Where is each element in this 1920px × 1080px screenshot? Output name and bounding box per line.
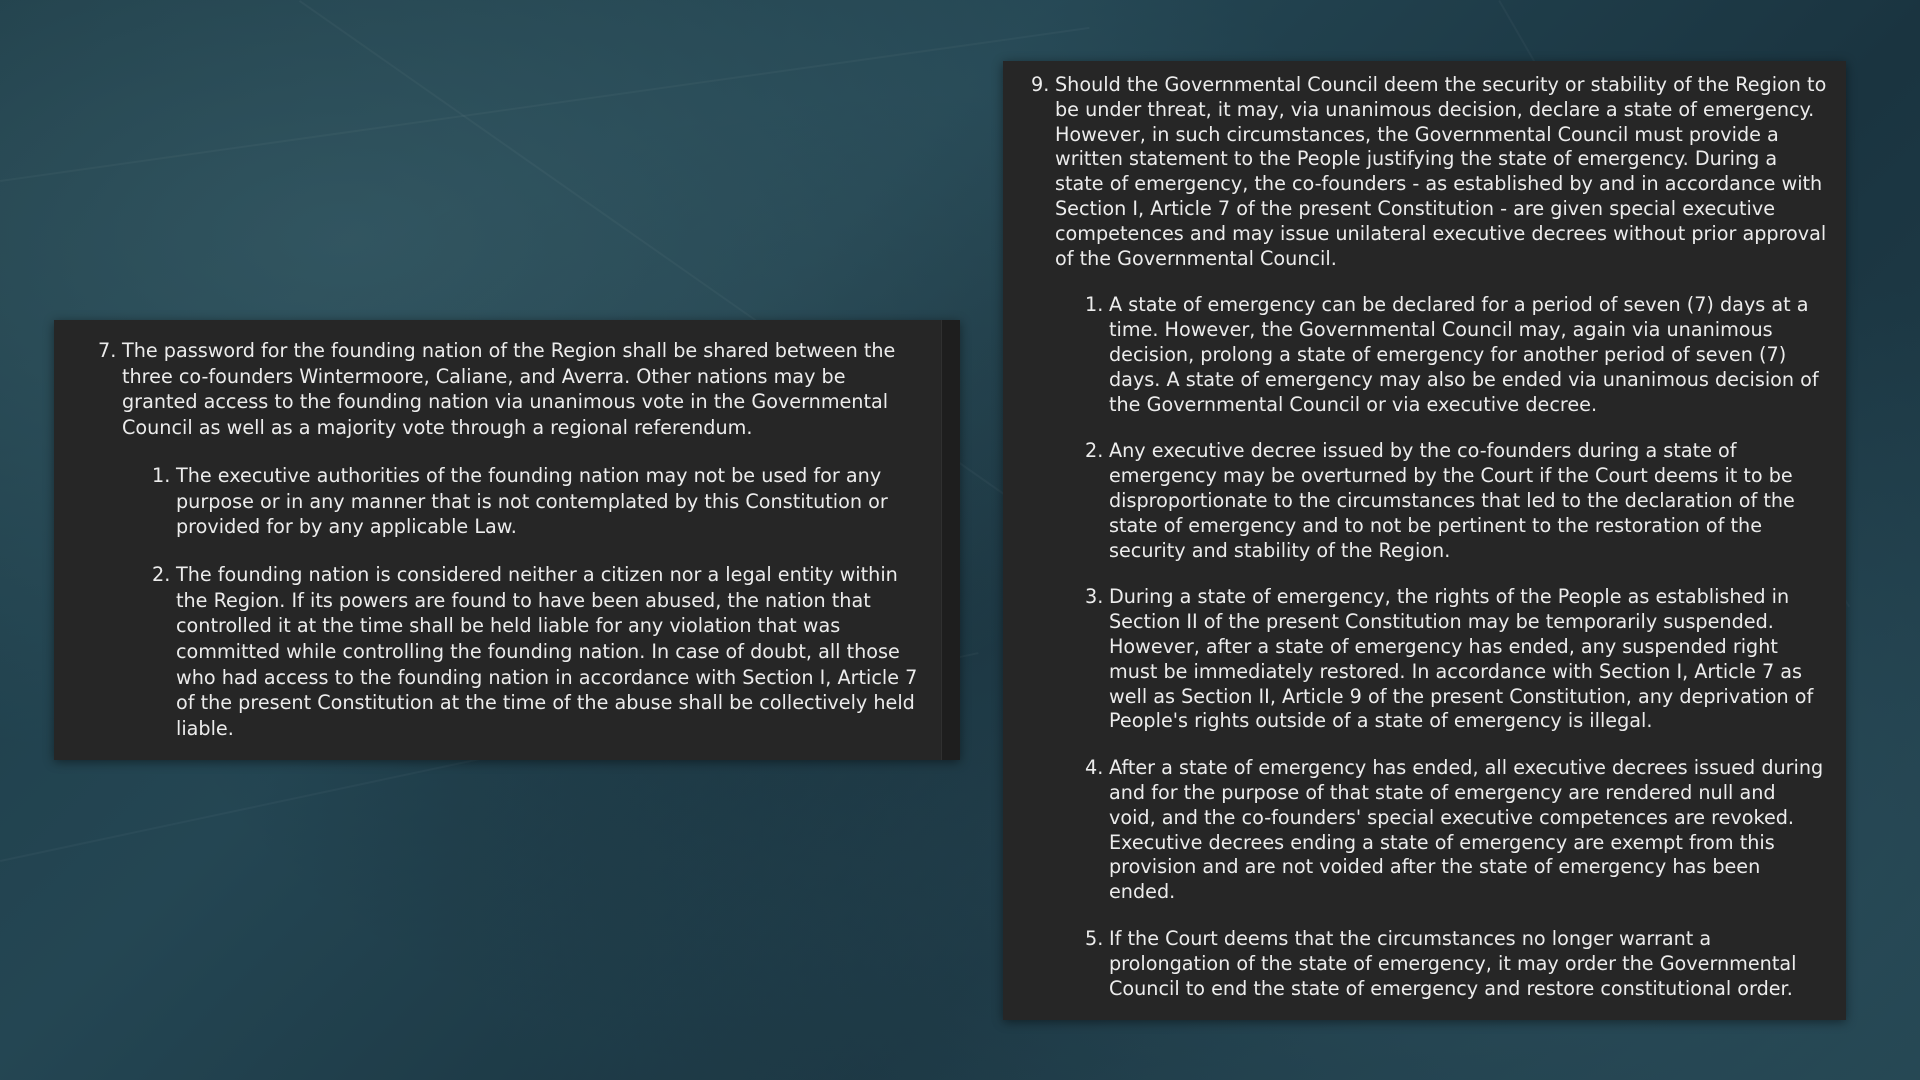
subitem-number: 2. <box>152 562 171 586</box>
subitem-text: The founding nation is considered neither a citizen nor a legal entity within the Region. If its powers are found to have been abused, the nation that controlled it at the time shall be held liable for any violation that was committed while controlling the founding nation. In case of doubt, all those who had access to the founding nation in accordance with Section I, Article 7 of the present Constitution at the time of the abuse shall be collectively held liable. <box>176 562 918 741</box>
article-9-subitem-5 <box>1085 927 1828 1001</box>
subitem-text: If the Court deems that the circumstances no longer warrant a prolongation of the state of emergency, it may order the Governmental Council to end the state of emergency and restore constitutional order. <box>1109 926 1797 1000</box>
article-9-subitem-3 <box>1085 585 1828 734</box>
article-text: Should the Governmental Council deem the security or stability of the Region to be under threat, it may, via unanimous decision, declare a state of emergency. However, in such circumstances, the Governmental Council must provide a written statement to the People justifying the state of emergency. During a state of emergency, the co-founders - as established by and in accordance with Section I, Article 7 of the present Constitution - are given special executive competences and may issue unilateral executive decrees without prior approval of the Governmental Council. <box>1055 73 1827 270</box>
article-9-subitem-4 <box>1085 756 1828 905</box>
article-9-subitem-2 <box>1085 439 1828 563</box>
subitem-text: Any executive decree issued by the co-founders during a state of emergency may be overturned by the Court if the Court deems it to be disproportionate to the circumstances that led to the declaration of the state of emergency and to not be pertinent to the restoration of the security and stability of the Region. <box>1109 439 1795 562</box>
subitem-number: 3. <box>1085 585 1104 609</box>
article-9-panel <box>1003 61 1846 1020</box>
subitem-number: 1. <box>1085 293 1104 317</box>
subitem-text: The executive authorities of the founding nation may not be used for any purpose or in any manner that is not contemplated by this Constitution or provided for by any applicable Law. <box>176 463 888 539</box>
subitem-number: 2. <box>1085 439 1104 463</box>
panel-edge-strip <box>941 320 960 760</box>
article-text: The password for the founding nation of the Region shall be shared between the three co-founders Wintermoore, Caliane, and Averra. Other nations may be granted access to the founding nation via unanimous vote in the Governmental Council as well as a majority vote through a regional referendum. <box>122 339 896 440</box>
article-7 <box>98 338 920 441</box>
background-crease <box>0 27 1090 182</box>
subitem-text: A state of emergency can be declared for a period of seven (7) days at a time. However, the Governmental Council may, again via unanimous decision, prolong a state of emergency for another period of seven (7) days. A state of emergency may also be ended via unanimous decision of the Governmental Council or via executive decree. <box>1109 293 1819 416</box>
article-7-panel <box>54 320 960 760</box>
subitem-number: 5. <box>1085 926 1104 950</box>
article-7-subitem-2 <box>152 562 920 742</box>
article-number: 9. <box>1031 73 1050 96</box>
article-9 <box>1031 73 1828 271</box>
article-9-subitem-1 <box>1085 293 1828 417</box>
subitem-number: 1. <box>152 463 171 487</box>
article-7-subitem-1 <box>152 463 920 540</box>
subitem-text: After a state of emergency has ended, all executive decrees issued during and for the purpose of that state of emergency are rendered null and void, and the co-founders' special executive competences are revoked. Executive decrees ending a state of emergency are exempt from this provision and are not voided after the state of emergency has been ended. <box>1109 756 1824 904</box>
subitem-number: 4. <box>1085 756 1104 780</box>
article-number: 7. <box>98 339 117 362</box>
subitem-text: During a state of emergency, the rights of the People as established in Section II of the present Constitution may be temporarily suspended. However, after a state of emergency has ended, any suspended right must be immediately restored. In accordance with Section I, Article 7 as well as Section II, Article 9 of the present Constitution, any deprivation of People's rights outside of a state of emergency is illegal. <box>1109 585 1814 733</box>
